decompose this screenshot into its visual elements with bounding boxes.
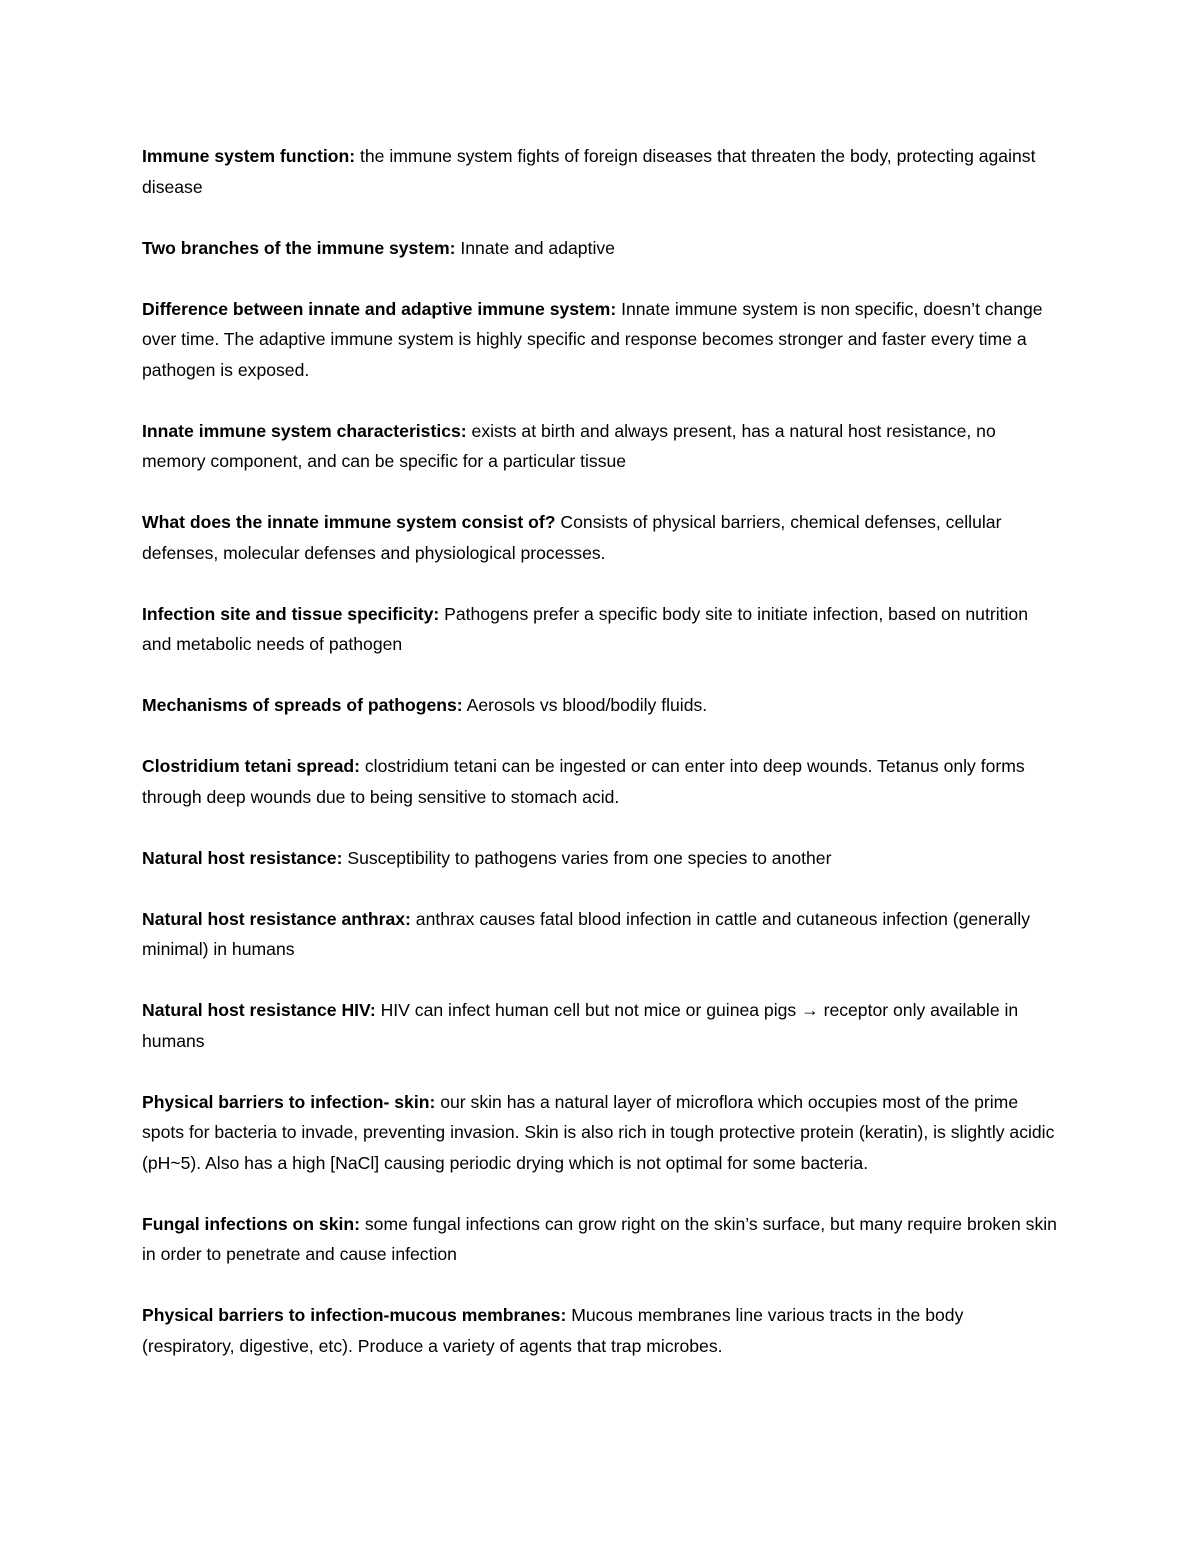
entry-text: Innate immune system is non specific, doesn’t change over time. The adaptive immune system is highly specific and response becomes stronger and faster every time a pathogen is exposed. [142, 298, 1043, 380]
entry-text: exists at birth and always present, has a natural host resistance, no memory component, and can be specific for a particular tissue [142, 420, 996, 471]
note-entry [142, 294, 1060, 386]
entry-text: our skin has a natural layer of microflora which occupies most of the prime spots for bacteria to invade, preventing invasion. Skin is also rich in tough protective protein (keratin), is slightly acidic (pH~5). Also has a high [NaCl] causing periodic drying which is not optimal for some bacteria. [142, 1091, 1055, 1173]
entry-term: Natural host resistance HIV: [142, 1000, 376, 1020]
entry-term: Difference between innate and adaptive immune system: [142, 298, 617, 319]
note-entry [142, 599, 1060, 660]
note-entry [142, 995, 1060, 1056]
entry-text: Pathogens prefer a specific body site to initiate infection, based on nutrition and metabolic needs of pathogen [142, 603, 1028, 654]
note-entry [142, 1209, 1060, 1270]
entry-term: Natural host resistance anthrax: [142, 908, 411, 929]
note-entry [142, 233, 1060, 264]
entry-text: Innate and adaptive [455, 237, 615, 258]
document-page [142, 141, 1060, 1392]
entry-term: Physical barriers to infection-mucous membranes: [142, 1305, 567, 1325]
note-entry [142, 416, 1060, 477]
entry-text: anthrax causes fatal blood infection in cattle and cutaneous infection (generally minimal) in humans [142, 908, 1030, 959]
entry-text: Consists of physical barriers, chemical defenses, cellular defenses, molecular defenses and physiological processes. [142, 512, 1002, 563]
entry-text: Susceptibility to pathogens varies from one species to another [342, 847, 832, 868]
entry-term: Fungal infections on skin: [142, 1213, 360, 1234]
note-entry [142, 1300, 1060, 1361]
note-entry [142, 1087, 1060, 1179]
note-entry [142, 690, 1060, 721]
entry-text: HIV can infect human cell but not mice or guinea pigs → receptor only available in humans [142, 1000, 1019, 1051]
entry-text: some fungal infections can grow right on the skin’s surface, but many require broken skin in order to penetrate and cause infection [142, 1213, 1057, 1264]
entry-text: Aerosols vs blood/bodily fluids. [462, 695, 708, 715]
entry-term: Innate immune system characteristics: [142, 420, 467, 441]
entry-term: What does the innate immune system consist of? [142, 512, 556, 532]
entry-term: Immune system function: [142, 146, 356, 166]
entry-term: Two branches of the immune system: [142, 237, 456, 258]
note-entry [142, 751, 1060, 812]
entry-term: Physical barriers to infection- skin: [142, 1091, 436, 1112]
entry-term: Clostridium tetani spread: [142, 756, 360, 776]
entry-term: Infection site and tissue specificity: [142, 603, 440, 624]
entry-text: Mucous membranes line various tracts in the body (respiratory, digestive, etc). Produce a variety of agents that trap microbes. [142, 1305, 964, 1356]
entry-term: Natural host resistance: [142, 847, 343, 868]
note-entry [142, 507, 1060, 568]
entry-term: Mechanisms of spreads of pathogens: [142, 695, 463, 715]
entry-text: clostridium tetani can be ingested or can enter into deep wounds. Tetanus only forms through deep wounds due to being sensitive to stomach acid. [142, 756, 1025, 807]
entry-text: the immune system fights of foreign diseases that threaten the body, protecting against disease [142, 146, 1036, 197]
note-entry [142, 843, 1060, 874]
note-entry [142, 141, 1060, 202]
note-entry [142, 904, 1060, 965]
